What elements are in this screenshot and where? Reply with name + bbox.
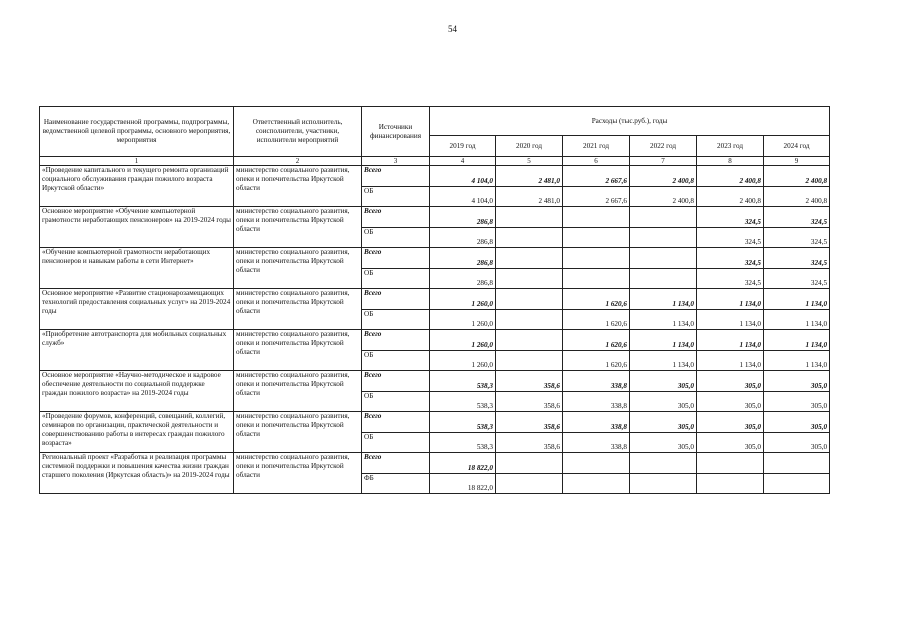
table-row — [40, 453, 830, 474]
source-budget-label: ОБ — [362, 310, 430, 330]
source-budget-label: ОБ — [362, 187, 430, 207]
total-value-cell: 2 667,6 — [563, 166, 630, 187]
table-row — [40, 289, 830, 310]
budget-value-cell: 358,6 — [496, 392, 563, 412]
budget-value-cell — [496, 351, 563, 371]
budget-value-cell — [496, 269, 563, 289]
table-body — [40, 166, 830, 494]
total-value-cell: 1 134,0 — [764, 330, 830, 351]
header-executor: Ответственный исполнитель, соисполнители, участники, исполнители мероприятий — [234, 107, 362, 157]
header-year: 2024 год — [764, 136, 830, 157]
total-value-cell: 286,8 — [430, 207, 496, 228]
budget-value-cell: 324,5 — [764, 228, 830, 248]
budget-value-cell — [563, 269, 630, 289]
budget-value-cell — [563, 474, 630, 494]
budget-value-cell: 1 134,0 — [697, 310, 764, 330]
budget-value-cell: 1 620,6 — [563, 351, 630, 371]
source-total-label: Всего — [362, 453, 430, 474]
table-row — [40, 330, 830, 351]
budget-value-cell: 18 822,0 — [430, 474, 496, 494]
row-executor: министерство социального развития, опеки и попечительства Иркутской области — [234, 166, 362, 207]
table-row — [40, 207, 830, 228]
total-value-cell: 305,0 — [697, 412, 764, 433]
budget-value-cell: 1 620,6 — [563, 310, 630, 330]
row-name: «Обучение компьютерной грамотности неработающих пенсионеров и навыкам работы в сети Интернет» — [40, 248, 234, 289]
total-value-cell — [496, 453, 563, 474]
source-budget-label: ОБ — [362, 228, 430, 248]
budget-value-cell: 1 260,0 — [430, 351, 496, 371]
header-name: Наименование государственной программы, подпрограммы, ведомственной целевой программы, основного мероприятия, мероприятия — [40, 107, 234, 157]
row-executor: министерство социального развития, опеки и попечительства Иркутской области — [234, 207, 362, 248]
column-number: 7 — [630, 157, 697, 166]
total-value-cell: 18 822,0 — [430, 453, 496, 474]
total-value-cell: 2 400,8 — [630, 166, 697, 187]
total-value-cell — [630, 453, 697, 474]
budget-value-cell: 1 260,0 — [430, 310, 496, 330]
budget-value-cell: 538,3 — [430, 392, 496, 412]
total-value-cell: 538,3 — [430, 371, 496, 392]
row-executor: министерство социального развития, опеки и попечительства Иркутской области — [234, 371, 362, 412]
source-total-label: Всего — [362, 371, 430, 392]
row-executor: министерство социального развития, опеки и попечительства Иркутской области — [234, 330, 362, 371]
total-value-cell: 2 481,0 — [496, 166, 563, 187]
header-year: 2023 год — [697, 136, 764, 157]
column-number: 6 — [563, 157, 630, 166]
source-total-label: Всего — [362, 207, 430, 228]
row-name: Основное мероприятие «Обучение компьютерной грамотности неработающих пенсионеров» на 2019-2024 годы — [40, 207, 234, 248]
source-budget-label: ОБ — [362, 269, 430, 289]
column-number: 9 — [764, 157, 830, 166]
budget-value-cell — [496, 474, 563, 494]
total-value-cell: 358,6 — [496, 412, 563, 433]
header-year: 2022 год — [630, 136, 697, 157]
total-value-cell: 305,0 — [764, 371, 830, 392]
budget-value-cell — [764, 474, 830, 494]
table-row — [40, 248, 830, 269]
budget-value-cell — [697, 474, 764, 494]
total-value-cell: 1 620,6 — [563, 330, 630, 351]
total-value-cell: 2 400,8 — [764, 166, 830, 187]
budget-value-cell: 305,0 — [697, 433, 764, 453]
total-value-cell — [563, 248, 630, 269]
total-value-cell — [630, 207, 697, 228]
source-total-label: Всего — [362, 330, 430, 351]
total-value-cell — [697, 453, 764, 474]
source-budget-label: ОБ — [362, 351, 430, 371]
budget-value-cell: 2 400,8 — [630, 187, 697, 207]
source-budget-label: ОБ — [362, 433, 430, 453]
budget-table — [39, 106, 830, 494]
total-value-cell: 1 134,0 — [697, 289, 764, 310]
row-name: «Проведение капитального и текущего ремонта организаций социального обслуживания граждан пожилого возраста Иркутской области» — [40, 166, 234, 207]
source-total-label: Всего — [362, 166, 430, 187]
total-value-cell — [563, 207, 630, 228]
budget-value-cell: 324,5 — [697, 228, 764, 248]
row-executor: министерство социального развития, опеки и попечительства Иркутской области — [234, 412, 362, 453]
budget-value-cell — [563, 228, 630, 248]
total-value-cell — [496, 330, 563, 351]
budget-value-cell: 4 104,0 — [430, 187, 496, 207]
budget-value-cell: 1 134,0 — [764, 351, 830, 371]
column-number: 5 — [496, 157, 563, 166]
budget-value-cell: 324,5 — [697, 269, 764, 289]
budget-value-cell: 338,8 — [563, 433, 630, 453]
total-value-cell: 1 134,0 — [697, 330, 764, 351]
header-source: Источники финансирования — [362, 107, 430, 157]
total-value-cell: 1 620,6 — [563, 289, 630, 310]
total-value-cell: 324,5 — [764, 207, 830, 228]
row-executor: министерство социального развития, опеки и попечительства Иркутской области — [234, 453, 362, 494]
column-number: 3 — [362, 157, 430, 166]
column-number: 1 — [40, 157, 234, 166]
total-value-cell: 2 400,8 — [697, 166, 764, 187]
table-row — [40, 166, 830, 187]
total-value-cell: 1 260,0 — [430, 330, 496, 351]
source-budget-label: ОБ — [362, 392, 430, 412]
budget-value-cell: 305,0 — [764, 433, 830, 453]
total-value-cell: 305,0 — [630, 371, 697, 392]
total-value-cell — [496, 289, 563, 310]
budget-value-cell: 538,3 — [430, 433, 496, 453]
total-value-cell — [496, 248, 563, 269]
total-value-cell — [563, 453, 630, 474]
budget-value-cell — [496, 310, 563, 330]
header-year: 2020 год — [496, 136, 563, 157]
row-name: Региональный проект «Разработка и реализация программы системной поддержки и повышения качества жизни граждан старшего поколения (Иркутская область)» на 2019-2024 годы — [40, 453, 234, 494]
total-value-cell: 338,8 — [563, 412, 630, 433]
budget-value-cell: 305,0 — [764, 392, 830, 412]
total-value-cell: 324,5 — [697, 207, 764, 228]
total-value-cell: 305,0 — [697, 371, 764, 392]
total-value-cell: 324,5 — [697, 248, 764, 269]
total-value-cell: 286,8 — [430, 248, 496, 269]
budget-value-cell: 2 481,0 — [496, 187, 563, 207]
budget-value-cell: 358,6 — [496, 433, 563, 453]
source-total-label: Всего — [362, 412, 430, 433]
budget-value-cell — [496, 228, 563, 248]
budget-value-cell: 1 134,0 — [630, 310, 697, 330]
source-budget-label: ФБ — [362, 474, 430, 494]
total-value-cell: 305,0 — [630, 412, 697, 433]
budget-value-cell: 1 134,0 — [697, 351, 764, 371]
source-total-label: Всего — [362, 248, 430, 269]
budget-value-cell: 305,0 — [630, 433, 697, 453]
row-name: «Проведение форумов, конференций, совещаний, коллегий, семинаров по организации, практической деятельности и совершенствованию работы в интересах граждан пожилого возраста» — [40, 412, 234, 453]
header-expenses: Расходы (тыс.руб.), годы — [430, 107, 830, 136]
total-value-cell — [764, 453, 830, 474]
total-value-cell: 1 260,0 — [430, 289, 496, 310]
row-name: Основное мероприятие «Развитие стационарозамещающих технологий предоставления социальных услуг» на 2019-2024 годы — [40, 289, 234, 330]
total-value-cell: 1 134,0 — [630, 289, 697, 310]
total-value-cell: 358,6 — [496, 371, 563, 392]
header-year: 2019 год — [430, 136, 496, 157]
source-total-label: Всего — [362, 289, 430, 310]
total-value-cell: 338,8 — [563, 371, 630, 392]
total-value-cell: 1 134,0 — [630, 330, 697, 351]
budget-value-cell: 286,8 — [430, 269, 496, 289]
budget-value-cell: 2 400,8 — [697, 187, 764, 207]
total-value-cell — [496, 207, 563, 228]
column-number: 4 — [430, 157, 496, 166]
row-name: Основное мероприятие «Научно-методическое и кадровое обеспечение деятельности по социальной поддержке граждан пожилого возраста» на 2019-2024 годы — [40, 371, 234, 412]
budget-value-cell: 286,8 — [430, 228, 496, 248]
page-number: 54 — [448, 24, 457, 34]
budget-value-cell: 305,0 — [697, 392, 764, 412]
total-value-cell: 324,5 — [764, 248, 830, 269]
budget-value-cell: 2 667,6 — [563, 187, 630, 207]
total-value-cell: 305,0 — [764, 412, 830, 433]
budget-value-cell — [630, 228, 697, 248]
total-value-cell: 538,3 — [430, 412, 496, 433]
row-executor: министерство социального развития, опеки и попечительства Иркутской области — [234, 248, 362, 289]
total-value-cell: 4 104,0 — [430, 166, 496, 187]
budget-value-cell: 1 134,0 — [630, 351, 697, 371]
column-number: 2 — [234, 157, 362, 166]
budget-value-cell: 338,8 — [563, 392, 630, 412]
budget-value-cell — [630, 269, 697, 289]
budget-value-cell: 2 400,8 — [764, 187, 830, 207]
column-number: 8 — [697, 157, 764, 166]
row-name: «Приобретение автотранспорта для мобильных социальных служб» — [40, 330, 234, 371]
table-row — [40, 412, 830, 433]
budget-value-cell — [630, 474, 697, 494]
header-year: 2021 год — [563, 136, 630, 157]
total-value-cell — [630, 248, 697, 269]
row-executor: министерство социального развития, опеки и попечительства Иркутской области — [234, 289, 362, 330]
budget-value-cell: 1 134,0 — [764, 310, 830, 330]
budget-value-cell: 305,0 — [630, 392, 697, 412]
budget-value-cell: 324,5 — [764, 269, 830, 289]
total-value-cell: 1 134,0 — [764, 289, 830, 310]
table-row — [40, 371, 830, 392]
